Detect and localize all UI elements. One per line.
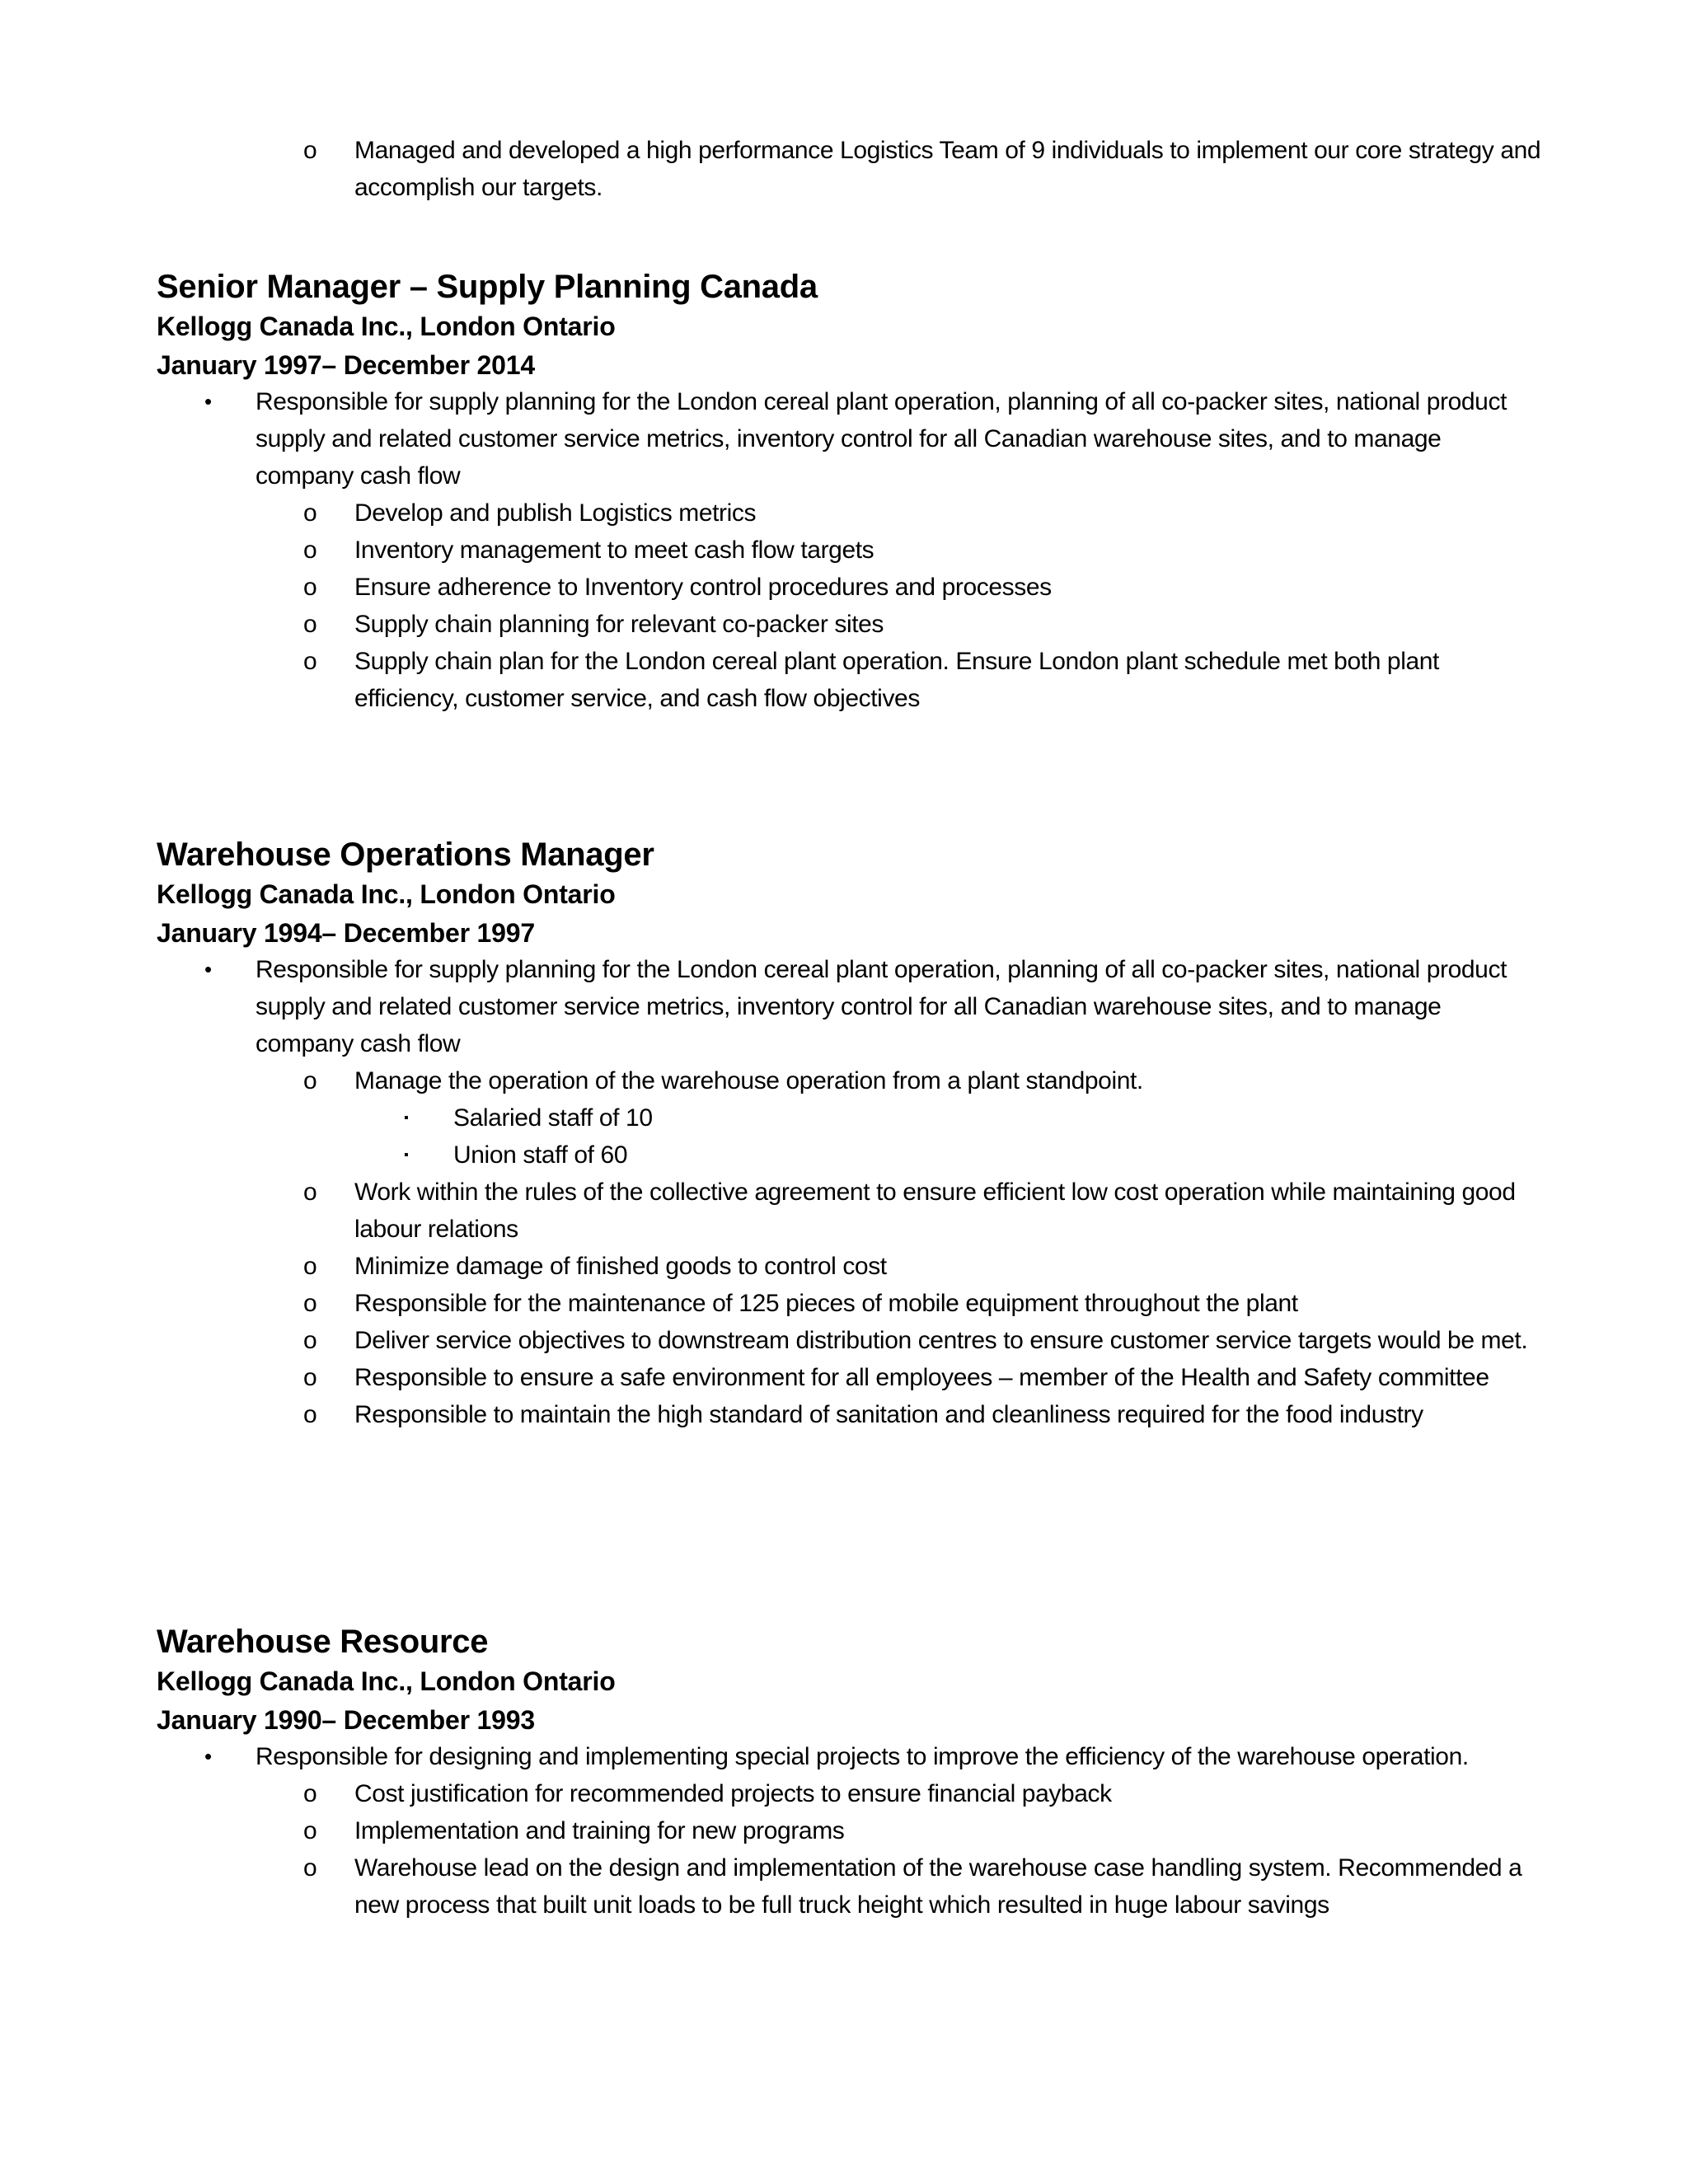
square-bullet-icon: ▪ [404,1148,409,1162]
list-item-text: Supply chain planning for relevant co-packer sites [354,611,884,638]
list-item-text: Work within the rules of the collective agreement to ensure efficient low cost operation while maintaining good labour relations [354,1179,1516,1243]
sub-list-item [157,1137,1541,1174]
list-item-text: Manage the operation of the warehouse operation from a plant standpoint. [354,1067,1143,1094]
circle-bullet-icon: o [303,537,317,564]
circle-bullet-icon: o [303,137,317,164]
bullet-icon: • [204,957,212,982]
sub-list-item-text: Salaried staff of 10 [453,1104,653,1132]
list-item [157,1285,1541,1322]
list-item [157,1322,1541,1359]
circle-bullet-icon: o [303,1817,317,1844]
list-item-text: Responsible for the maintenance of 125 pieces of mobile equipment throughout the plant [354,1290,1298,1317]
square-bullet-icon: ▪ [404,1111,409,1125]
list-item [157,1062,1541,1099]
job-company: Kellogg Canada Inc., London Ontario [157,879,616,909]
circle-bullet-icon: o [303,1179,317,1206]
job-summary [157,951,1541,1062]
list-item [157,1359,1541,1396]
list-item [157,1174,1541,1248]
list-item [157,1248,1541,1285]
list-item-text: Inventory management to meet cash flow targets [354,537,874,564]
list-item [157,1396,1541,1433]
list-item-text: Warehouse lead on the design and implementation of the warehouse case handling system. Recommended a new process that built unit loads to be full truck height which resulted in huge labour savings [354,1854,1522,1919]
bullet-icon: • [204,389,212,414]
list-item-text: Deliver service objectives to downstream distribution centres to ensure customer service targets would be met. [354,1327,1528,1354]
circle-bullet-icon: o [303,1401,317,1428]
list-item [157,494,1541,532]
circle-bullet-icon: o [303,1854,317,1882]
job-dates: January 1990– December 1993 [157,1705,535,1735]
list-item [157,569,1541,606]
list-item-text: Managed and developed a high performance Logistics Team of 9 individuals to implement our core strategy and accomplish our targets. [354,137,1541,201]
list-item [157,1849,1541,1924]
list-item-text: Implementation and training for new programs [354,1817,845,1844]
circle-bullet-icon: o [303,611,317,638]
list-item-text: Cost justification for recommended projects to ensure financial payback [354,1780,1112,1807]
job-summary [157,1738,1541,1775]
list-item-text: Ensure adherence to Inventory control procedures and processes [354,574,1052,601]
job-senior-manager-supply-planning [157,266,1541,717]
job-company: Kellogg Canada Inc., London Ontario [157,1666,616,1696]
list-item-text: Supply chain plan for the London cereal plant operation. Ensure London plant schedule met both plant efficiency, customer service, and cash flow objectives [354,648,1439,712]
circle-bullet-icon: o [303,1327,317,1354]
list-item-text: Minimize damage of finished goods to control cost [354,1253,887,1280]
job-title: Senior Manager – Supply Planning Canada [157,269,818,305]
circle-bullet-icon: o [303,1253,317,1280]
job-summary [157,383,1541,494]
job-summary-text: Responsible for supply planning for the London cereal plant operation, planning of all co-packer sites, national product supply and related customer service metrics, inventory control for all Canadian warehouse sites, and to manage company cash flow [256,956,1507,1057]
circle-bullet-icon: o [303,1067,317,1094]
job-summary-text: Responsible for supply planning for the London cereal plant operation, planning of all co-packer sites, national product supply and related customer service metrics, inventory control for all Canadian warehouse sites, and to manage company cash flow [256,388,1507,490]
list-item-text: Responsible to ensure a safe environment for all employees – member of the Health and Safety committee [354,1364,1489,1391]
circle-bullet-icon: o [303,1780,317,1807]
list-item [157,643,1541,717]
job-warehouse-operations-manager [157,834,1541,1433]
job-dates: January 1994– December 1997 [157,918,535,948]
job-summary-text: Responsible for designing and implementing special projects to improve the efficiency of the warehouse operation. [256,1743,1469,1770]
list-item-text: Develop and publish Logistics metrics [354,499,757,527]
list-item-text: Responsible to maintain the high standard of sanitation and cleanliness required for the food industry [354,1401,1423,1428]
circle-bullet-icon: o [303,574,317,601]
list-item [157,606,1541,643]
list-item [157,132,1541,206]
bullet-icon: • [204,1744,212,1769]
circle-bullet-icon: o [303,499,317,527]
job-company: Kellogg Canada Inc., London Ontario [157,312,616,341]
list-item [157,532,1541,569]
circle-bullet-icon: o [303,1290,317,1317]
list-item [157,1812,1541,1849]
sub-list-item [157,1099,1541,1137]
sub-list-item-text: Union staff of 60 [453,1141,628,1169]
circle-bullet-icon: o [303,648,317,675]
job-warehouse-resource [157,1621,1541,1924]
job-title: Warehouse Operations Manager [157,837,654,873]
continued-list [157,132,1541,206]
circle-bullet-icon: o [303,1364,317,1391]
job-title: Warehouse Resource [157,1624,489,1660]
job-dates: January 1997– December 2014 [157,350,535,380]
list-item [157,1775,1541,1812]
